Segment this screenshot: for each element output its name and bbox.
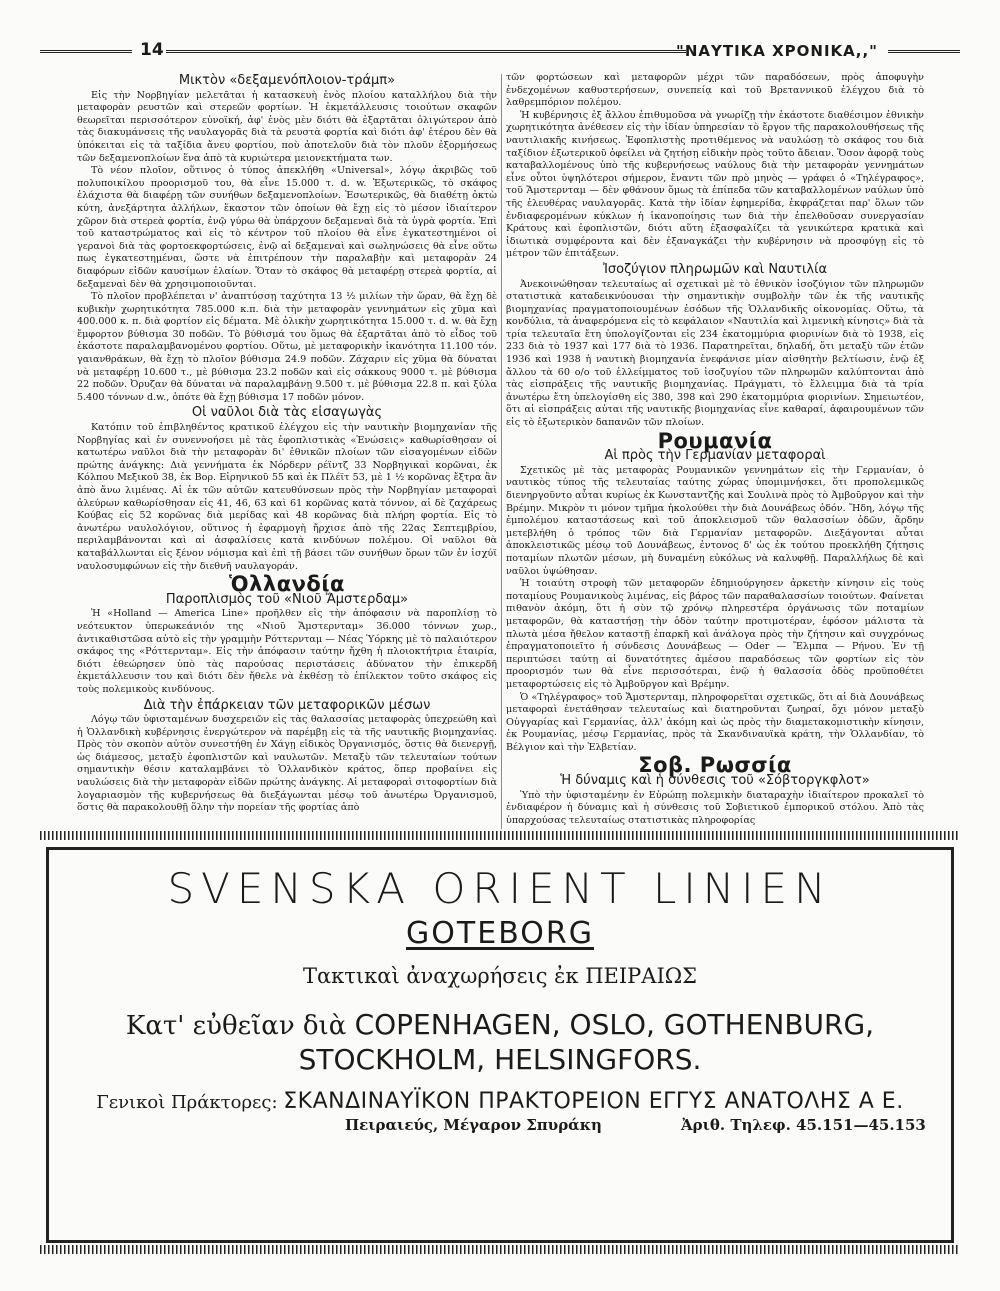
paragraph: Ἀνεκοινώθησαν τελευταίως αἱ σχετικαὶ μὲ τὸ ἐθνικὸν ἰσοζύγιον τῶν πληρωμῶν στατιστικὰ καταδεικνύουσαι τὴν σημαντικὴν συμβολὴν τῶν ἐκ τῆς ναυτικῆς βιομηχανίας πραγματοποιουμένων ἐσόδων τῆς Ὁλλανδικῆς οἰκονομίας. Οὕτω, τὰ κονδύλια, τὰ ἀναφερόμενα εἰς τὸ κεφάλαιον «Ναυτιλία καὶ λιμενικὴ κίνησις» διὰ τὰ τρία τελευταῖα ἔτη ὑπολογίζονται εἰς 234 ἑκατομμύρια φιορινίων διὰ τὸ 1938, εἰς 233 διὰ τὸ 1937 καὶ 177 διὰ τὸ 1936. Παρατηρεῖται, δηλαδή, ὅτι μεταξὺ τῶν ἐτῶν 1936 καὶ 1938 ἡ ναυτικὴ βιομηχανία ἐνεφάνισε μίαν αἰσθητὴν βελτίωσιν, ἐνῷ ἐξ ἄλλου τὰ 60 ο/ο τοῦ ἐλλείμματος τοῦ ἰσοζυγίου τῶν πληρωμῶν καλύπτονται ἀπὸ τὰς εἰσπράξεις τῆς ναυτικῆς βιομηχανίας. Πράγματι, τὸ ἔλλειμμα διὰ τὰ τρία ἀνωτέρω ἔτη ὑπελογίσθη εἰς 380, 398 καὶ 290 ἑκατομμύρια φιορινίων. Σημειωτέον, ὅτι αἱ εἰσπράξεις αὐται τῆς ναυτικῆς βιομηχανίας εἶνε καθαραί, ἀφαιρουμένων τῶν εἰς τὸ ἐξωτερικὸν δαπανῶν τῶν πλοίων. [506, 278, 924, 429]
country-heading: Ὁλλανδία [229, 572, 345, 597]
country-heading: Σοβ. Ρωσσία [638, 753, 792, 778]
article-title: Παροπλισμὸς τοῦ «Νιοῦ Ἄμστερδαμ» [165, 591, 409, 607]
paragraph: Εἰς τὴν Νορβηγίαν μελετᾶται ἡ κατασκευὴ ἑνὸς πλοίου καταλλήλου διὰ τὴν μεταφορὰν ρευστῶν καὶ στερεῶν φορτίων. Ἡ ἐκμετάλλευσις τοιούτων σκαφῶν θεωρεῖται περισσότερον εὐνοϊκή, ἀφ' ἑνὸς μὲν διότι θὰ ἐξαρτᾶται ὀλιγώτερον ἀπὸ τὰς διακυμάνσεις τῆς ναυλαγορᾶς διὰ τὰ ρευστὰ φορτία καὶ διότι ἀφ' ἑτέρου δὲν θὰ ὑπόκειται εἰς τὰ ταξίδια ἄνευ φορτίου, ποὺ ἀποτελοῦν διὰ τὸν πλοῦν ἐξορμήσεως τῶν δεξαμενοπλοίων ἕνα ἀπὸ τὰ κυριώτερα μειονεκτήματα των. [77, 89, 497, 164]
right-column [506, 72, 924, 830]
country-heading: Ρουμανία [657, 428, 773, 453]
ad-border-stripe-bottom [40, 1245, 960, 1254]
ad-departures-line: Τακτικαὶ ἀναχωρήσεις ἐκ ΠΕΙΡΑΙΩΣ [302, 964, 698, 988]
advertisement [40, 831, 960, 1255]
paragraph: Ἡ κυβέρνησις ἐξ ἄλλου ἐπιθυμοῦσα νὰ γνωρίζῃ τὴν ἑκάστοτε διαθέσιμον ἐθνικὴν χωρητικότητα ἀνέθεσεν εἰς τὴν ἰδίαν ὑπηρεσίαν τὸ ἔργον τῆς παρακολουθήσεως τῆς ναυτιλιακῆς κινήσεως. Ἐφοπλιστὴς προτιθέμενος νὰ ναυλώσῃ τὸ σκάφος του διὰ ταξίδιον ἐξωτερικοῦ ὀφείλει νὰ ζητήσῃ εἰδικὴν πρὸς τοῦτο ἄδειαν. Ὅσον ἀφορᾷ τοὺς καταβαλλομένους ὑπὸ τῆς κυβερνήσεως ναύλους διὰ τὴν μεταφορὰν γεννημάτων εἶνε οὗτοι ὑψηλότεροι σήμερον, ἔναντι τῶν πρὸ μηνὸς — γράφει ὁ «Τηλέγραφος», τοῦ Ἄμστερνταμ — δὲν φθάνουν ὅμως τὰ ἐπίπεδα τῶν καταβαλλομένων ναύλων ὑπὸ τῆς ἐλευθέρας ναυλαγορᾶς. Κατὰ τὴν ἰδίαν ἐφημερίδα, ἐκφράζεται παρ' ὅλων τῶν ἐνδιαφερομένων κύκλων ἡ ἱκανοποίησις των διὰ τὴν ἐπελθοῦσαν συνεργασίαν Κράτους καὶ ἐφοπλιστῶν, διότι αὕτη ἐξασφαλίζει τὰ γενικώτερα κρατικὰ καὶ ἰδιωτικὰ συμφέροντα καὶ δὲν ἐξαναγκάζει τὴν κυβέρνησιν νὰ προσφύγῃ εἰς τὸ μέτρον τῶν ἐπιτάξεων. [506, 109, 924, 260]
ad-address: Πειραιεύς, Μέγαρον Σπυράκη [345, 1116, 602, 1134]
ad-agents-label: Γενικοὶ Πράκτορες: [96, 1092, 278, 1113]
ad-border-stripe-top [40, 831, 960, 840]
ad-destinations-prefix: Κατ' εὐθεῖαν διὰ [125, 1011, 347, 1041]
paragraph: Ὑπὸ τὴν ὑφισταμένην ἐν Εὐρώπῃ πολεμικὴν διαταραχὴν ἰδιαίτερον προκαλεῖ τὸ ἐνδιαφέρον ἡ δύναμις καὶ ἡ σύνθεσις τοῦ Σοβιετικοῦ ἐμπορικοῦ στόλου. Ἀπὸ τὰς ὑπαρχούσας τελευταίως στατιστικὰς πληροφορίας [506, 789, 924, 826]
ad-phone: Ἀριθ. Τηλεφ. 45.151—45.153 [681, 1116, 926, 1134]
left-column [77, 72, 497, 830]
newspaper-title: "ΝΑΥΤΙΚΑ ΧΡΟΝΙΚΑ,," [676, 42, 878, 60]
ad-destinations-cities: COPENHAGEN, OSLO, GOTHENBURG, [354, 1008, 875, 1041]
paragraph: Ὁ «Τηλέγραφος» τοῦ Ἄμστερνταμ, πληροφορεῖται σχετικῶς, ὅτι αἱ διὰ Δουνάβεως μεταφοραὶ ἐνετάθησαν τελευταίως καὶ διατηροῦνται ζωηραί, ὄχι μόνον μεταξὺ Οὐγγαρίας καὶ Γερμανίας, ἀλλ' ἀκόμη καὶ ὡς πρὸς τὴν διαμετακομιστικὴν κίνησιν, ἐκ Ρουμανίας, μέσῳ Γερμανίας, πρὸς τὰ Σκανδιναυϊκὰ κράτη, τὴν Ὁλλανδίαν, τὸ Βέλγιον καὶ τὴν Ἑλβετίαν. [506, 691, 924, 753]
column-divider [501, 74, 502, 829]
article-title: Οἱ ναῦλοι διὰ τὰς εἰσαγωγὰς [191, 405, 383, 421]
article-title: Ἰσοζύγιον πληρωμῶν καὶ Ναυτιλία [602, 261, 828, 277]
ad-city: GOTEBORG [406, 916, 594, 951]
ad-destinations-line-2: STOCKHOLM, HELSINGFORS. [298, 1043, 702, 1076]
ad-agents-name: ΣΚΑΝΔΙΝΑΥΪΚΟΝ ΠΡΑΚΤΟΡΕΙΟΝ ΕΓΓΥΣ ΑΝΑΤΟΛΗΣ Α Ε. [283, 1089, 904, 1114]
paragraph: Τὸ νέον πλοῖον, οὕτινος ὁ τύπος ἀπεκλήθη «Universal», λόγῳ ἀκριβῶς τοῦ πολυποικίλου προορισμοῦ του, θὰ εἶνε 15.000 τ. d. w. Ἐξωτερικῶς, τὸ σκάφος ἐλάχιστα θὰ διαφέρῃ τῶν συνήθων δεξαμενοπλοίων. Ἐσωτερικῶς, θὰ διαθέτῃ ὀκτὼ κύτη, ἀνεξάρτητα ἀλλήλων, ἕκαστον τῶν ὁποίων θὰ ἔχῃ εἰς τὸ μέσον ἰδιαίτερον χῶρον διὰ στερεὰ φορτία, ἐνῷ γύρω θὰ ὑπάρχουν δεξαμεναὶ διὰ τὰ ὑγρὰ φορτία. Ἐπὶ τοῦ καταστρώματος καὶ εἰς τὸ κέντρον τοῦ πλοίου θὰ εἶνε ἐγκατεστημένοι οἱ γερανοὶ διὰ τὰς φορτοεκφορτώσεις, ἐνῷ αἱ δεξαμεναὶ καὶ σωληνώσεις θὰ εἶνε οὕτω πως ἐγκατεστημέναι, ὥστε νὰ ἐπιτρέπουν τὴν παραλαβὴν καὶ μεταφορὰν 24 διαφόρων εἰδῶν καυσίμων ἐλαίων. Ὅταν τὸ σκάφος θὰ μεταφέρῃ στερεὰ φορτία, αἱ δεξαμεναὶ δὲν θὰ χρησιμοποιοῦνται. [77, 165, 497, 290]
ad-frame [46, 847, 954, 1243]
header-rule-left [40, 50, 132, 53]
header-rule-right [888, 50, 960, 53]
article-title: Διὰ τὴν ἐπάρκειαν τῶν μεταφορικῶν μέσων [143, 697, 431, 713]
article-title: Ἡ δύναμις καὶ ἡ σύνθεσις τοῦ «Σόβτοργκφλοτ» [560, 773, 870, 789]
paragraph: Ἡ «Holland — America Line» προῆλθεν εἰς τὴν ἀπόφασιν νὰ παροπλίσῃ τὸ νεότευκτον ὑπερωκεάνιόν της «Νιοῦ Ἄμστερνταμ» 36.000 τόννων χωρ., ἀντικαθιστῶσα αὐτὸ εἰς τὴν γραμμὴν Ρόττερνταμ — Νέας Ὑόρκης μὲ τὸ παλαιότερον σκάφος της «Ρόττερνταμ». Εἰς τὴν ἀπόφασιν ταύτην ἤχθη ἡ πλοιοκτήτρια ἑταιρία, διότι ἐθεώρησεν ὑπὸ τὰς παρούσας περιστάσεις ἀδύνατον τὴν ἐπικερδῆ ἐκμετάλλευσιν του καὶ διότι δὲν ἤθελε νὰ ἐκθέσῃ τὸ ἐπίλεκτον τοῦτο σκάφος εἰς τοὺς πολεμικοὺς κινδύνους. [77, 608, 497, 695]
header-rule-middle [166, 50, 686, 53]
paragraph: Κατόπιν τοῦ ἐπιβληθέντος κρατικοῦ ἐλέγχου εἰς τὴν ναυτικὴν βιομηχανίαν τῆς Νορβηγίας καὶ ἐν συνεννοήσει μὲ τὰς ἐφοπλιστικὰς «Ἑνώσεις» καθωρίσθησαν οἱ κατωτέρω ναῦλοι διὰ τὴν μεταφορὰν δι' ἐθνικῶν πλοίων τῶν εἰσαγομένων εἰδῶν πρώτης ἀνάγκης: Διὰ γεννήματα ἐκ Νόρδερν ρέϊντζ 33 Νορβηγικαὶ κορῶναι, ἐκ Κόλπου Μεξικοῦ 38, ἐκ Βορ. Εἰρηνικοῦ 55 καὶ ἐκ Πλέϊτ 53, μὲ 1 ½ κορῶνας ἔξτρα ἂν ἀπὸ ἄνω λιμένας. Αἱ ἐκ τῶν αὐτῶν κατευθύνσεων πρὸς τὴν Νορβηγίαν μεταφοραὶ ἀλεύρων καθωρίσθησαν εἰς 41, 46, 63 καὶ 61 κορῶνας κατὰ τόννον, αἱ δὲ ζαχάρεως Κούβας εἰς 52 κορῶνας διὰ μερίδας καὶ 48 κορῶνας διὰ πλήρη φορτία. Εἰς τὸ ἀνωτέρω ναυλολόγιον, οὕτινος ἡ ἐφαρμογὴ ἤρχισε ἀπὸ τῆς 22ας Σεπτεμβρίου, περιλαμβάνονται καὶ αἱ ἀσφαλίσεις κατὰ κινδύνων πολέμου. Οἱ ναῦλοι θὰ καταβάλλωνται εἰς ξένον νόμισμα καὶ ἐπὶ τῇ βάσει τῶν συνήθων ὅρων τῶν ἐν ἰσχύϊ ναυλοσυμφώνων εἰς τὴν διεθνῆ ναυλαγοράν. [77, 422, 497, 572]
paragraph: Σχετικῶς μὲ τὰς μεταφορὰς Ρουμανικῶν γεννημάτων εἰς τὴν Γερμανίαν, ὁ ναυτικὸς τύπος τῆς τελευταίας ταύτης χώρας ὑπομιμνήσκει, ὅτι προπολεμικῶς διενηργοῦντο αὗται κυρίως ἐκ Κωνσταντζῆς καὶ Σουλινὰ πρὸς τὸ Ἀμβοῦργον καὶ τὴν Βρέμην. Μικρὸν τι μόνον τμῆμα ἠκολούθει τὴν διὰ Δουνάβεως ὁδόν. Ἤδη, λόγῳ τῆς ἐμπολέμου καταστάσεως καὶ τοῦ ἀποκλεισμοῦ τῶν θαλασσίων ὁδῶν, ἄρδην μετεβλήθη ὁ τρόπος τῶν διὰ Γερμανίαν μεταφορῶν. Διεξάγονται αὗται ἀποκλειστικῶς μέσῳ τοῦ Δουνάβεως, ἐντονος δ' ὡς ἐκ τούτου προεκλήθη ζήτησις ποταμίων πλωτῶν μέσων, μὴ δυναμένη εὐκόλως νὰ καλυφθῇ. Παραλλήλως δὲ καὶ ναῦλοι ὑψώθησαν. [506, 464, 924, 577]
article-title: Μικτὸν «δεξαμενόπλοιον-τράμπ» [178, 73, 396, 88]
paragraph: Λόγῳ τῶν ὑφισταμένων δυσχερειῶν εἰς τὰς θαλασσίας μεταφορὰς ὑπεχρεώθη καὶ ἡ Ὁλλανδικὴ κυβέρνησις ἐνεργώτερον νὰ παρέμβῃ εἰς τὰ τῆς ναυτικῆς βιομηχανίας. Πρὸς τὸν σκοπὸν αὐτὸν συνεστήθη ἐν Χάγῃ εἰδικὸς Ὀργανισμός, ὅστις θὰ διενεργῇ, ὡς διάμεσος, μεταξὺ ἐφοπλιστῶν καὶ ναυλωτῶν. Μεταξὺ τῶν τελευταίων τούτων σημαντικὴν θέσιν καταλαμβάνει τὸ Ὁλλανδικὸν κράτος, ὅπερ προβαίνει εἰς ναυλώσεις διὰ τὴν μεταφορὰν εἰδῶν πρώτης ἀνάγκης. Αἱ μεταφοραὶ σιτοφορτίων διὰ λογαριασμὸν τῆς κυβερνήσεως θὰ διεξάγωνται μέσῳ τοῦ ἀνωτέρω Ὀργανισμοῦ, ὅστις θὰ παρακολουθῇ ὅλην τὴν πορείαν τῆς φορτίας ἀπὸ [77, 714, 497, 814]
ad-agents-line [49, 1089, 951, 1114]
page-number: 14 [140, 40, 164, 60]
paragraph: τῶν φορτώσεων καὶ μεταφορῶν μέχρι τῶν παραδόσεων, πρὸς ἀποφυγὴν ἐνδεχομένων καθυστερήσεων, συνεπείᾳ καὶ τοῦ Βρεταννικοῦ ἐλέγχου διὰ τὸ λαθρεμπόριον πολέμου. [506, 72, 924, 109]
paragraph: Ἡ τοιαύτη στροφὴ τῶν μεταφορῶν ἐδημιούργησεν ἀρκετὴν κίνησιν εἰς τοὺς ποταμίους Ρουμανικοὺς λιμένας, εἰς βάρος τῶν παραθαλασσίων τοιούτων. Φαίνεται πιθανὸν ἀκόμη, ὅτι ἡ σὺν τῷ χρόνῳ πληρεστέρα ὀργάνωσις τῶν ποταμίων μεταφορῶν, θὰ καταστήσῃ τὴν ὁδὸν ταύτην προτιμοτέραν, ἐφόσον μάλιστα τὰ πλωτὰ μέσα ἤθελον καταστῇ ἐπαρκῆ καὶ ἀνάλογα πρὸς τὴν ζήτησιν καὶ συγχρόνως ἐπραγματοποιεῖτο ἡ σύνδεσις Δουνάβεως — Oder — Ἔλμπα — Ρήνου. Ἐν τῇ περιπτώσει ταύτῃ αἱ δυνατότητες ἀμέσου παραδόσεως τῶν φορτίων εἰς τὸν προορισμόν των θὰ εἶνε περισσότεραι, ἐνῷ ἡ θαλασσία ὁδὸς προϋποθέτει μεταφορτώσεις εἰς τὸ Ἀμβοῦργον καὶ Βρέμην. [506, 578, 924, 690]
ad-company-name: SVENSKA ORIENT LINIEN [167, 864, 833, 913]
page-header [40, 40, 960, 64]
article-title: Αἱ πρὸς τὴν Γερμανίαν μεταφοραὶ [604, 448, 826, 464]
paragraph: Τὸ πλοῖον προβλέπεται ν' ἀναπτύσσῃ ταχύτητα 13 ½ μιλίων τὴν ὥραν, θὰ ἔχῃ δὲ κυβικὴν χωρητικότητα 785.000 κ.π. διὰ τὴν μεταφορὰν γεννημάτων εἰς χῦμα καὶ 400.000 κ. π. διὰ φορτίον εἰς δέματα. Μὲ ὁλικὴν χωρητικότητα 15.000 τ. d. w. θὰ ἔχῃ ἔμφορτον βύθισμα 30 ποδῶν. Τὸ βύθισμά του ὅμως θὰ ἐξαρτᾶται ἀπὸ τὸ εἶδος τοῦ ἑκάστοτε παραλαμβανομένου φορτίου. Οὕτω, μὲ μεταφορικὴν ἱκανότητα 11.100 τόν. γαιανθράκων, θὰ ἔχῃ τὸ πλοῖον βύθισμα 24.9 ποδῶν. Ζάχαριν εἰς χῦμα θὰ δύναται νὰ μεταφέρῃ 10.600 τ., μὲ βύθισμα 23.2 ποδῶν καὶ εἰς σάκκους 9000 τ. μὲ βύθισμα 22 ποδῶν. Ὀρυζαν θὰ δύναται νὰ παραλαμβάνῃ 9.500 τ. μὲ βύθισμα 22.8 π. καὶ ξύλα 5.400 τόννων d.w., ὁπότε θὰ ἔχῃ βύθισμα 17 ποδῶν μόνον. [77, 291, 497, 403]
ad-destinations-line [49, 1008, 951, 1041]
